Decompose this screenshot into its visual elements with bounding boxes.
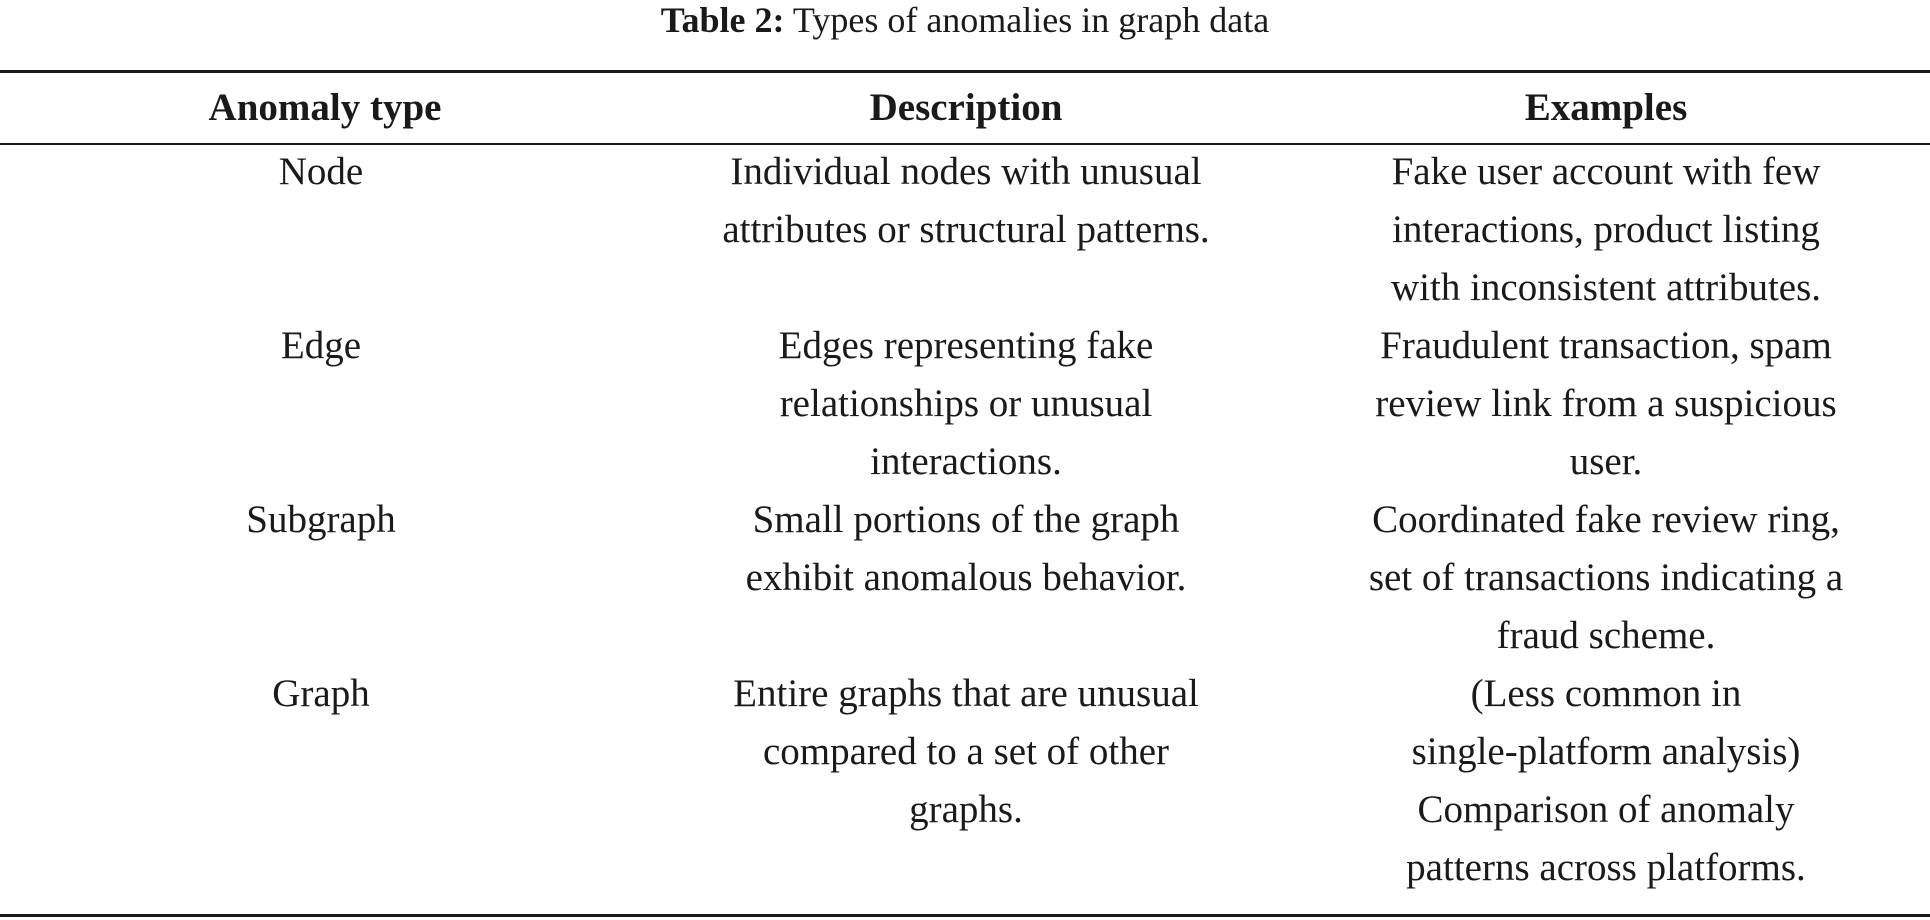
cell-anomaly-type (0, 317, 650, 491)
examples-line: review link from a suspicious (1375, 382, 1837, 425)
anomaly-types-table (0, 73, 1930, 897)
anomaly-type-text: Subgraph (246, 498, 396, 541)
cell-examples (1282, 317, 1930, 491)
header-anomaly-type: Anomaly type (208, 86, 442, 129)
cell-anomaly-type (0, 143, 650, 317)
examples-line: set of transactions indicating a (1368, 556, 1844, 599)
examples-line: (Less common in (1470, 672, 1742, 715)
examples-line: patterns across platforms. (1406, 846, 1806, 889)
examples-line: user. (1569, 440, 1643, 483)
description-line: relationships or unusual (779, 382, 1153, 425)
table-row (0, 143, 1930, 317)
examples-line: Coordinated fake review ring, (1372, 498, 1840, 541)
description-line: attributes or structural patterns. (722, 208, 1210, 251)
anomaly-type-text: Graph (272, 672, 370, 715)
cell-description (650, 143, 1282, 317)
description-line: Entire graphs that are unusual (733, 672, 1199, 715)
examples-line: single-platform analysis) (1411, 730, 1801, 773)
examples-line: with inconsistent attributes. (1390, 266, 1822, 309)
cell-anomaly-type (0, 665, 650, 897)
cell-anomaly-type (0, 491, 650, 665)
caption-label: Table 2: (660, 0, 785, 40)
description-line: exhibit anomalous behavior. (745, 556, 1187, 599)
description-line: graphs. (909, 788, 1023, 831)
table-caption (0, 0, 1930, 40)
examples-line: interactions, product listing (1392, 208, 1820, 251)
cell-description (650, 491, 1282, 665)
header-row (0, 73, 1930, 143)
caption-text: Types of anomalies in graph data (792, 0, 1270, 40)
bottom-rule (0, 914, 1930, 917)
table-row (0, 317, 1930, 491)
description-line: interactions. (870, 440, 1062, 483)
table-row (0, 665, 1930, 897)
cell-examples (1282, 491, 1930, 665)
header-examples: Examples (1524, 86, 1688, 129)
header-description: Description (869, 86, 1063, 129)
cell-description (650, 317, 1282, 491)
examples-line: Fraudulent transaction, spam (1380, 324, 1832, 367)
examples-line: Comparison of anomaly (1417, 788, 1795, 831)
anomaly-type-text: Node (278, 150, 364, 193)
examples-line: fraud scheme. (1496, 614, 1716, 657)
description-line: Edges representing fake (778, 324, 1154, 367)
examples-line: Fake user account with few (1391, 150, 1821, 193)
table-row (0, 491, 1930, 665)
cell-examples (1282, 143, 1930, 317)
description-line: compared to a set of other (762, 730, 1170, 773)
table-body (0, 143, 1930, 897)
description-line: Individual nodes with unusual (730, 150, 1202, 193)
description-line: Small portions of the graph (752, 498, 1180, 541)
cell-examples (1282, 665, 1930, 897)
cell-description (650, 665, 1282, 897)
anomaly-type-text: Edge (280, 324, 362, 367)
table-header (0, 73, 1930, 143)
